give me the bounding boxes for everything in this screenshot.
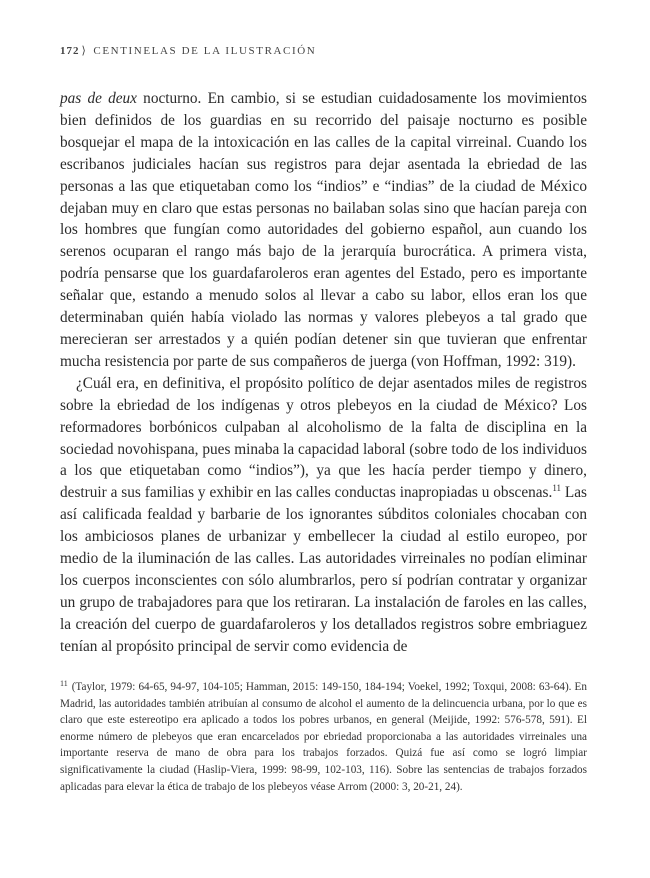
paragraph-text: ¿Cuál era, en definitiva, el propósito político de dejar asentados miles de registros sobre la ebriedad de los indígenas y otros plebeyos en la ciudad de México? Los reformadores borbónicos culpaban al alcoholismo de la falta de disciplina en la sociedad novohispana, pues minaba la capacidad laboral (sobre todo de los individuos a los que etiquetaban como “indios”), ya que les hacía perder tiempo y dinero, destruir a sus familias y exhibir en las calles conductas inapropiadas u obscenas. [60, 374, 587, 502]
footnote-number: 11 [60, 679, 68, 688]
footnote-text: (Taylor, 1979: 64-65, 94-97, 104-105; Hamman, 2015: 149-150, 184-194; Voekel, 1992; Toxqui, 2008: 63-64). En Madrid, las autoridades también atribuían al consumo de alcohol el aumento de la delincuencia urbana, por lo que es claro que este estereotipo era aplicado a todos los pobres urbanos, en general (Meijide, 1992: 576-578, 591). El enorme número de plebeyos que eran encarcelados por ebriedad proporcionaba a las autoridades virreinales una importante reserva de mano de obra para los trabajos forzados. Quizá fue así como se logró limpiar significativamente la ciudad (Haslip-Viera, 1999: 98-99, 102-103, 116). Sobre las sentencias de trabajos forzados aplicadas para elevar la ética de trabajo de los plebeyos véase Arrom (2000: 3, 20-21, 24). [60, 681, 587, 793]
italic-phrase: pas de deux [60, 90, 137, 107]
book-title: CENTINELAS DE LA ILUSTRACIÓN [93, 45, 317, 57]
paragraph-text: nocturno. En cambio, si se estudian cuidadosamente los movimientos bien definidos de los guardias en su recorrido del paisaje nocturno es posible bosquejar el mapa de la intoxicación en las calles de la capital virreinal. Cuando los escribanos judiciales hacían sus registros para dejar asentada la ebriedad de las personas a las que etiquetaban como los “indios” e “indias” de la ciudad de México dejaban muy en claro que estas personas no bailaban solas sino que hacían pareja con los hombres que fungían como autoridades del gobierno español, aun cuando los serenos ocuparan el rango más bajo de la jerarquía burocrática. A primera vista, podría pensarse que los guardafaroleros eran agentes del Estado, pero es importante señalar que, estando a menudo solos al llevar a cabo su labor, ellos eran los que determinaban quién había violado las normas y valores plebeyos a tal grado que merecieran ser arrestados y a quién podían detener sin que tuvieran que enfrentar mucha resistencia por parte de sus compañeros de juerga (von Hoffman, 1992: 319). [60, 90, 587, 370]
page-number: 172 [60, 45, 80, 57]
running-header [60, 44, 316, 57]
footnote-reference[interactable]: 11 [552, 483, 562, 494]
paragraph-text: Las así calificada fealdad y barbarie de los ignorantes súbditos coloniales chocaban con los ambiciosos planes de urbanizar y embellecer la ciudad al estilo europeo, por medio de la iluminación de las calles. Las autoridades virreinales no podían eliminar los cuerpos inconscientes con sólo alumbrarlos, pero sí podrían contratar y organizar un grupo de trabajadores para que los retiraran. La instalación de faroles en las calles, la creación del cuerpo de guardafaroleros y los detallados registros sobre embriaguez tenían al propósito principal de servir como evidencia de [60, 484, 587, 655]
paragraph [60, 88, 587, 373]
body-text [60, 88, 587, 658]
header-separator: ⟩ [81, 45, 88, 57]
footnote [60, 679, 587, 795]
paragraph [60, 373, 587, 658]
